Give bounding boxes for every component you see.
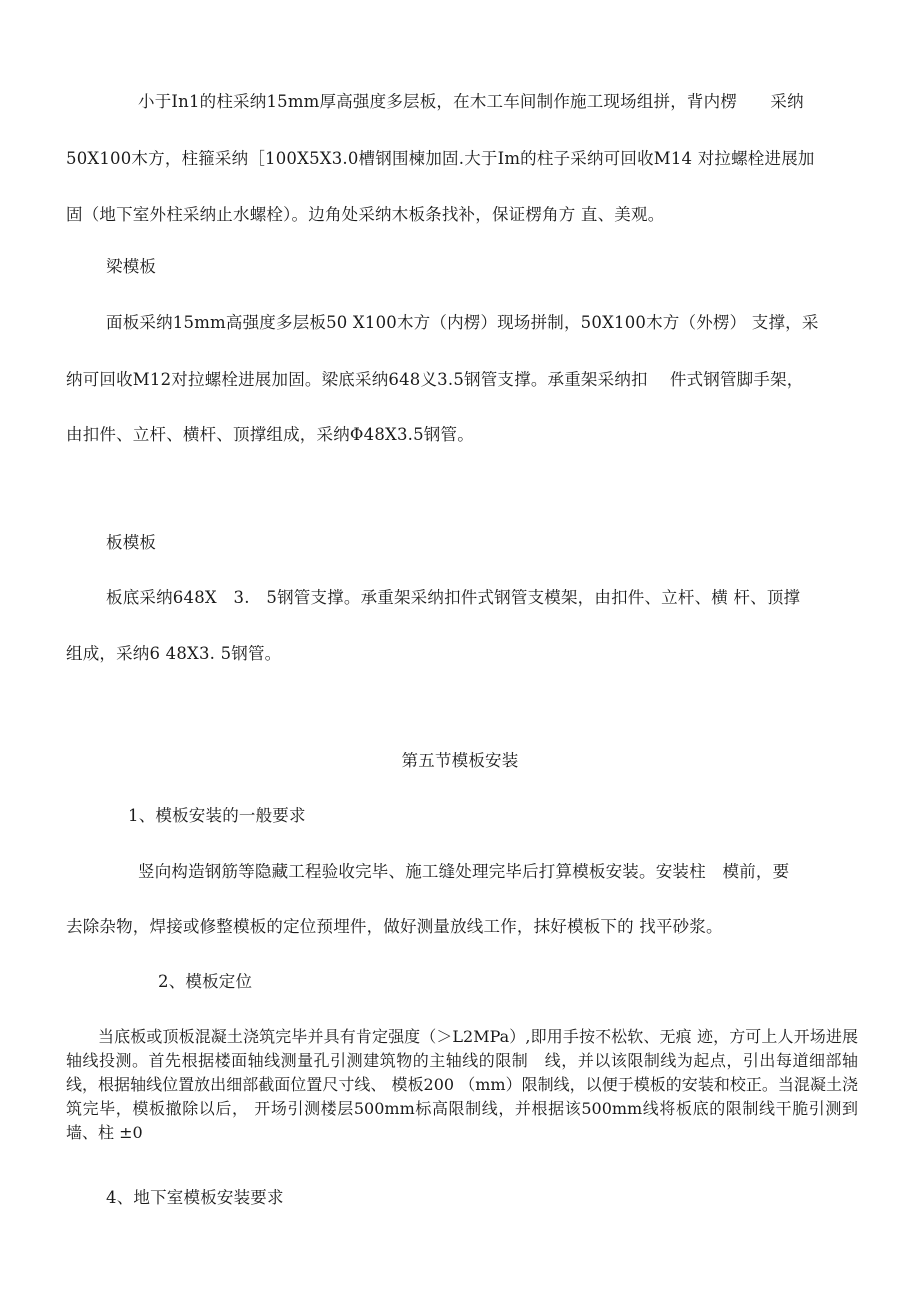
- beam-para-line-1: 面板采纳15mm高强度多层板50 X100木方（内楞）现场拼制，50X100木方（外楞） 支撑，采: [106, 313, 819, 332]
- beam-para-line-2: 纳可回收M12对拉螺栓进展加固。梁底采纳648义3.5钢管支撑。承重架采纳扣 件式钢管脚手架，: [66, 370, 804, 389]
- slab-para-line-1: 板底采纳648X 3. 5钢管支撑。承重架采纳扣件式钢管支模架，由扣件、立杆、横 杆、顶撑: [106, 588, 801, 607]
- chapter-title: 第五节模板安装: [401, 751, 519, 770]
- position-paragraph: 当底板或顶板混凝土浇筑完毕并具有肯定强度（＞L2MPa）,即用手按不松软、无痕 迹，方可上人开场进展轴线投测。首先根据楼面轴线测量孔引测建筑物的主轴线的限制 线，并以该限制线为起点，引出每道细部轴线，根据轴线位置放出细部截面位置尺寸线、 模板200 （mm）限制线，以便于模板的安装和校正。当混凝土浇筑完毕，模板撤除以后， 开场引测楼层500mm标高限制线，并根据该500mm线将板底的限制线干脆引测到墙、柱 ±0: [66, 1027, 858, 1142]
- general-heading: 1、模板安装的一般要求: [128, 806, 306, 825]
- column-para-line-3: 固（地下室外柱采纳止水螺栓）。边角处采纳木板条找补，保证楞角方 直、美观。: [66, 205, 665, 224]
- beam-para-line-3: 由扣件、立杆、横杆、顶撑组成，采纳Φ48X3.5钢管。: [66, 425, 474, 444]
- basement-heading: 4、地下室模板安装要求: [106, 1188, 284, 1207]
- position-heading: 2、模板定位: [158, 972, 253, 991]
- slab-para-line-2: 组成，采纳6 48X3. 5钢管。: [66, 644, 282, 663]
- slab-heading: 板模板: [106, 533, 157, 552]
- column-para-line-2: 50X100木方，柱箍采纳［100X5X3.0槽钢围楝加固.大于Im的柱子采纳可回收M14 对拉螺栓进展加: [66, 149, 815, 168]
- general-para-line-2: 去除杂物，焊接或修整模板的定位预埋件，做好测量放线工作，抹好模板下的 找平砂浆。: [66, 917, 723, 936]
- column-para-line-1: 小于In1的柱采纳15mm厚高强度多层板，在木工车间制作施工现场组拼，背内楞 采纳: [138, 92, 804, 111]
- beam-heading: 梁模板: [106, 257, 157, 276]
- general-para-line-1: 竖向构造钢筋等隐藏工程验收完毕、施工缝处理完毕后打算模板安装。安装柱 模前，要: [138, 862, 790, 881]
